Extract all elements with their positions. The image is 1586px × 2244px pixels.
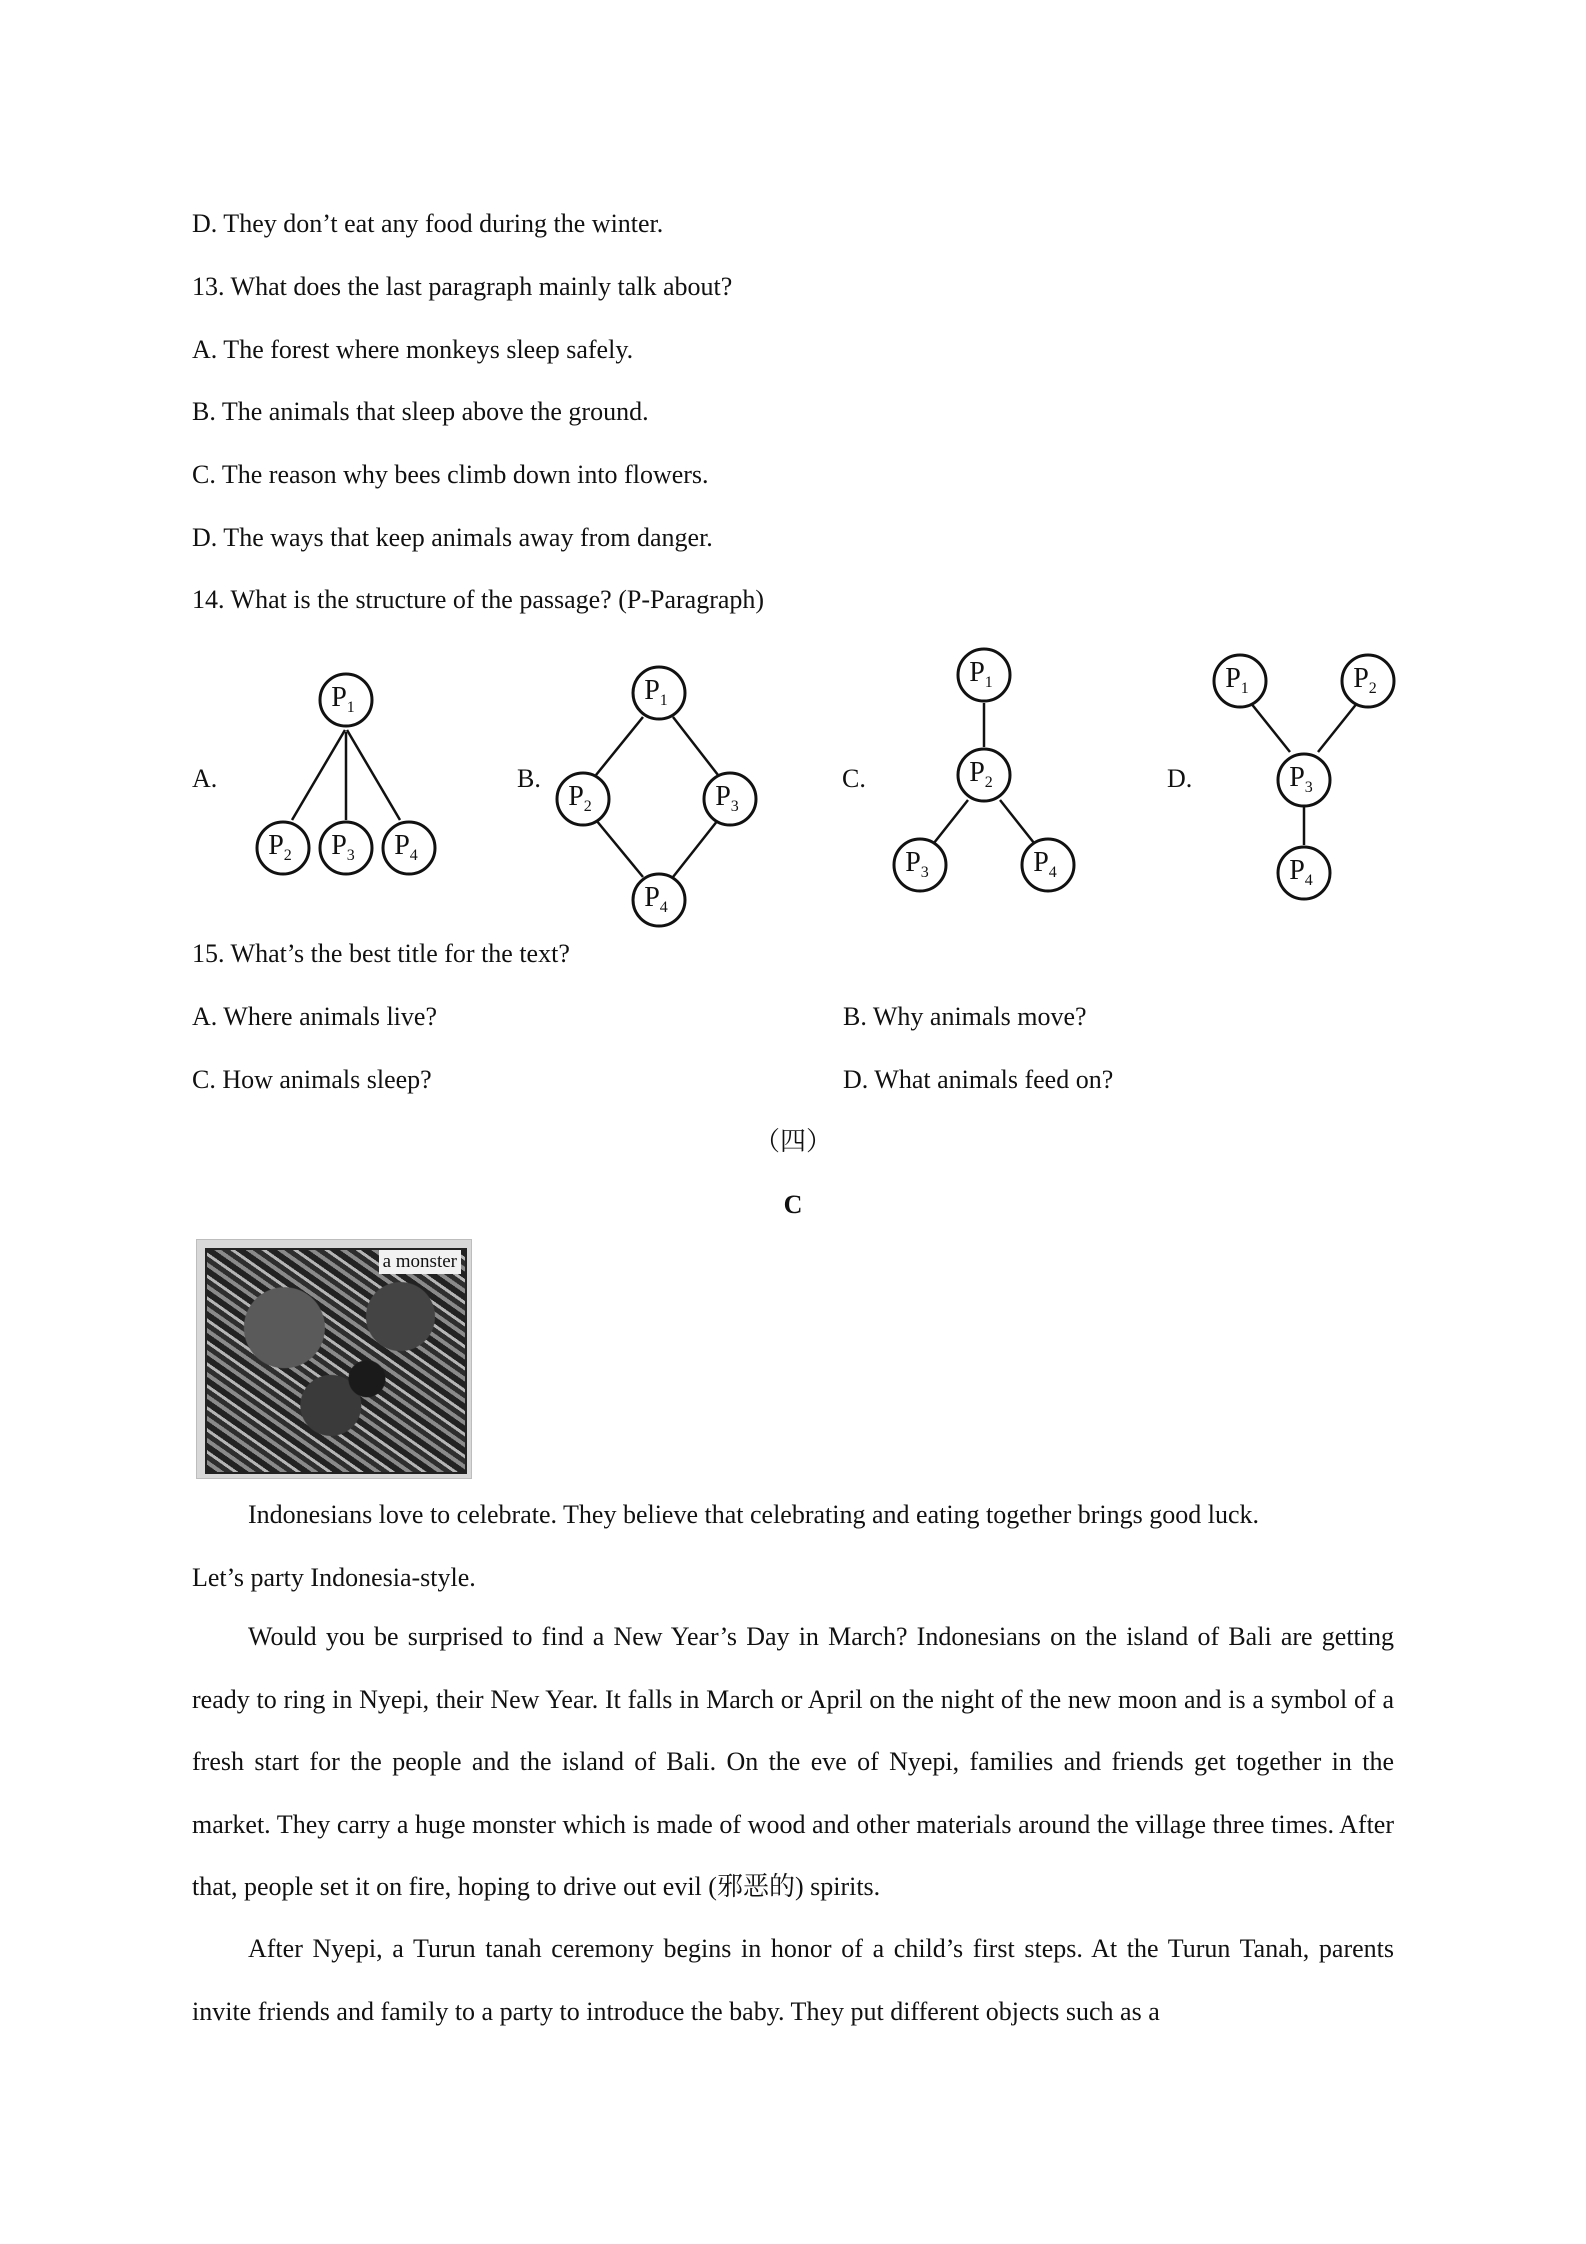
paragraph-node-2 (958, 749, 1010, 801)
q13-question: 13. What does the last paragraph mainly talk about? (192, 272, 733, 301)
paragraph-node-label: $P_1$ (331, 682, 355, 716)
paragraph-node-1 (1214, 655, 1266, 707)
structure-diagram-d (1200, 645, 1410, 915)
paragraph-node-1 (633, 667, 685, 719)
paragraph-node-label: $P_3$ (1289, 762, 1313, 796)
paragraph-node-label: $P_4$ (644, 882, 668, 916)
paragraph-node-label: $P_4$ (1289, 855, 1313, 889)
paragraph-node-2 (557, 773, 609, 825)
paragraph-node-1 (320, 674, 372, 726)
section-letter: C (783, 1190, 803, 1219)
q14-label-a: A. (192, 764, 218, 793)
passage-p1-line1: Indonesians love to celebrate. They believe that celebrating and eating together brings good luck. (248, 1500, 1260, 1529)
paragraph-node-label: $P_3$ (331, 830, 355, 864)
q14-question: 14. What is the structure of the passage? (P-Paragraph) (192, 585, 765, 614)
paragraph-node-label: $P_1$ (969, 657, 993, 691)
paragraph-node-3 (894, 839, 946, 891)
paragraph-node-label: $P_3$ (715, 781, 739, 815)
paragraph-node-label: $P_1$ (644, 675, 668, 709)
paragraph-node-3 (1278, 754, 1330, 806)
paragraph-node-label: $P_1$ (1225, 663, 1249, 697)
q15-option-d: D. What animals feed on? (843, 1065, 1114, 1094)
structure-diagram-b (548, 655, 778, 916)
paragraph-node-3 (320, 822, 372, 874)
q15-option-a: A. Where animals live? (192, 1002, 437, 1031)
passage-p1-line2: Let’s party Indonesia-style. (192, 1563, 476, 1592)
paragraph-node-label: $P_2$ (969, 757, 993, 791)
paragraph-node-2 (257, 822, 309, 874)
structure-diagram-a (250, 665, 450, 885)
q13-option-d: D. The ways that keep animals away from danger. (192, 523, 713, 552)
paragraph-node-label: $P_4$ (394, 830, 418, 864)
q15-question: 15. What’s the best title for the text? (192, 939, 570, 968)
paragraph-node-label: $P_3$ (905, 847, 929, 881)
paragraph-node-4 (1278, 847, 1330, 899)
q15-option-b: B. Why animals move? (843, 1002, 1087, 1031)
paragraph-node-1 (958, 649, 1010, 701)
paragraph-node-4 (383, 822, 435, 874)
passage-p2: Would you be surprised to find a New Year’s Day in March? Indonesians on the island of Bali are getting ready to ring in Nyepi, their New Year. It falls in March or April on the night of the new moon and is a symbol of a fresh start for the people and the island of Bali. On the eve of Nyepi, families and friends get together in the market. They carry a huge monster which is made of wood and other materials around the village three times. After that, people set it on fire, hoping to drive out evil (邪恶的) spirits. (192, 1622, 1394, 1901)
q14-label-d: D. (1167, 764, 1193, 793)
monster-image (205, 1248, 467, 1474)
q15-option-c: C. How animals sleep? (192, 1065, 432, 1094)
q13-option-c: C. The reason why bees climb down into flowers. (192, 460, 709, 489)
paragraph-node-label: $P_4$ (1033, 847, 1057, 881)
paragraph-node-2 (1342, 655, 1394, 707)
section-number: （四） (753, 1127, 832, 1156)
q14-label-b: B. (517, 764, 541, 793)
q14-label-c: C. (842, 764, 866, 793)
q13-option-a: A. The forest where monkeys sleep safely. (192, 335, 634, 364)
paragraph-node-4 (633, 874, 685, 926)
photo-caption: a monster (379, 1250, 461, 1274)
structure-diagram-c (880, 640, 1100, 910)
paragraph-node-4 (1022, 839, 1074, 891)
paragraph-node-label: $P_2$ (268, 830, 292, 864)
paragraph-node-label: $P_2$ (568, 781, 592, 815)
paragraph-node-label: $P_2$ (1353, 663, 1377, 697)
passage-p3: After Nyepi, a Turun tanah ceremony begins in honor of a child’s first steps. At the Turun Tanah, parents invite friends and family to a party to introduce the baby. They put different objects such as a (192, 1934, 1394, 2026)
q12-option-d: D. They don’t eat any food during the winter. (192, 209, 664, 238)
paragraph-node-3 (704, 773, 756, 825)
monster-photo (196, 1239, 472, 1479)
q13-option-b: B. The animals that sleep above the ground. (192, 397, 649, 426)
